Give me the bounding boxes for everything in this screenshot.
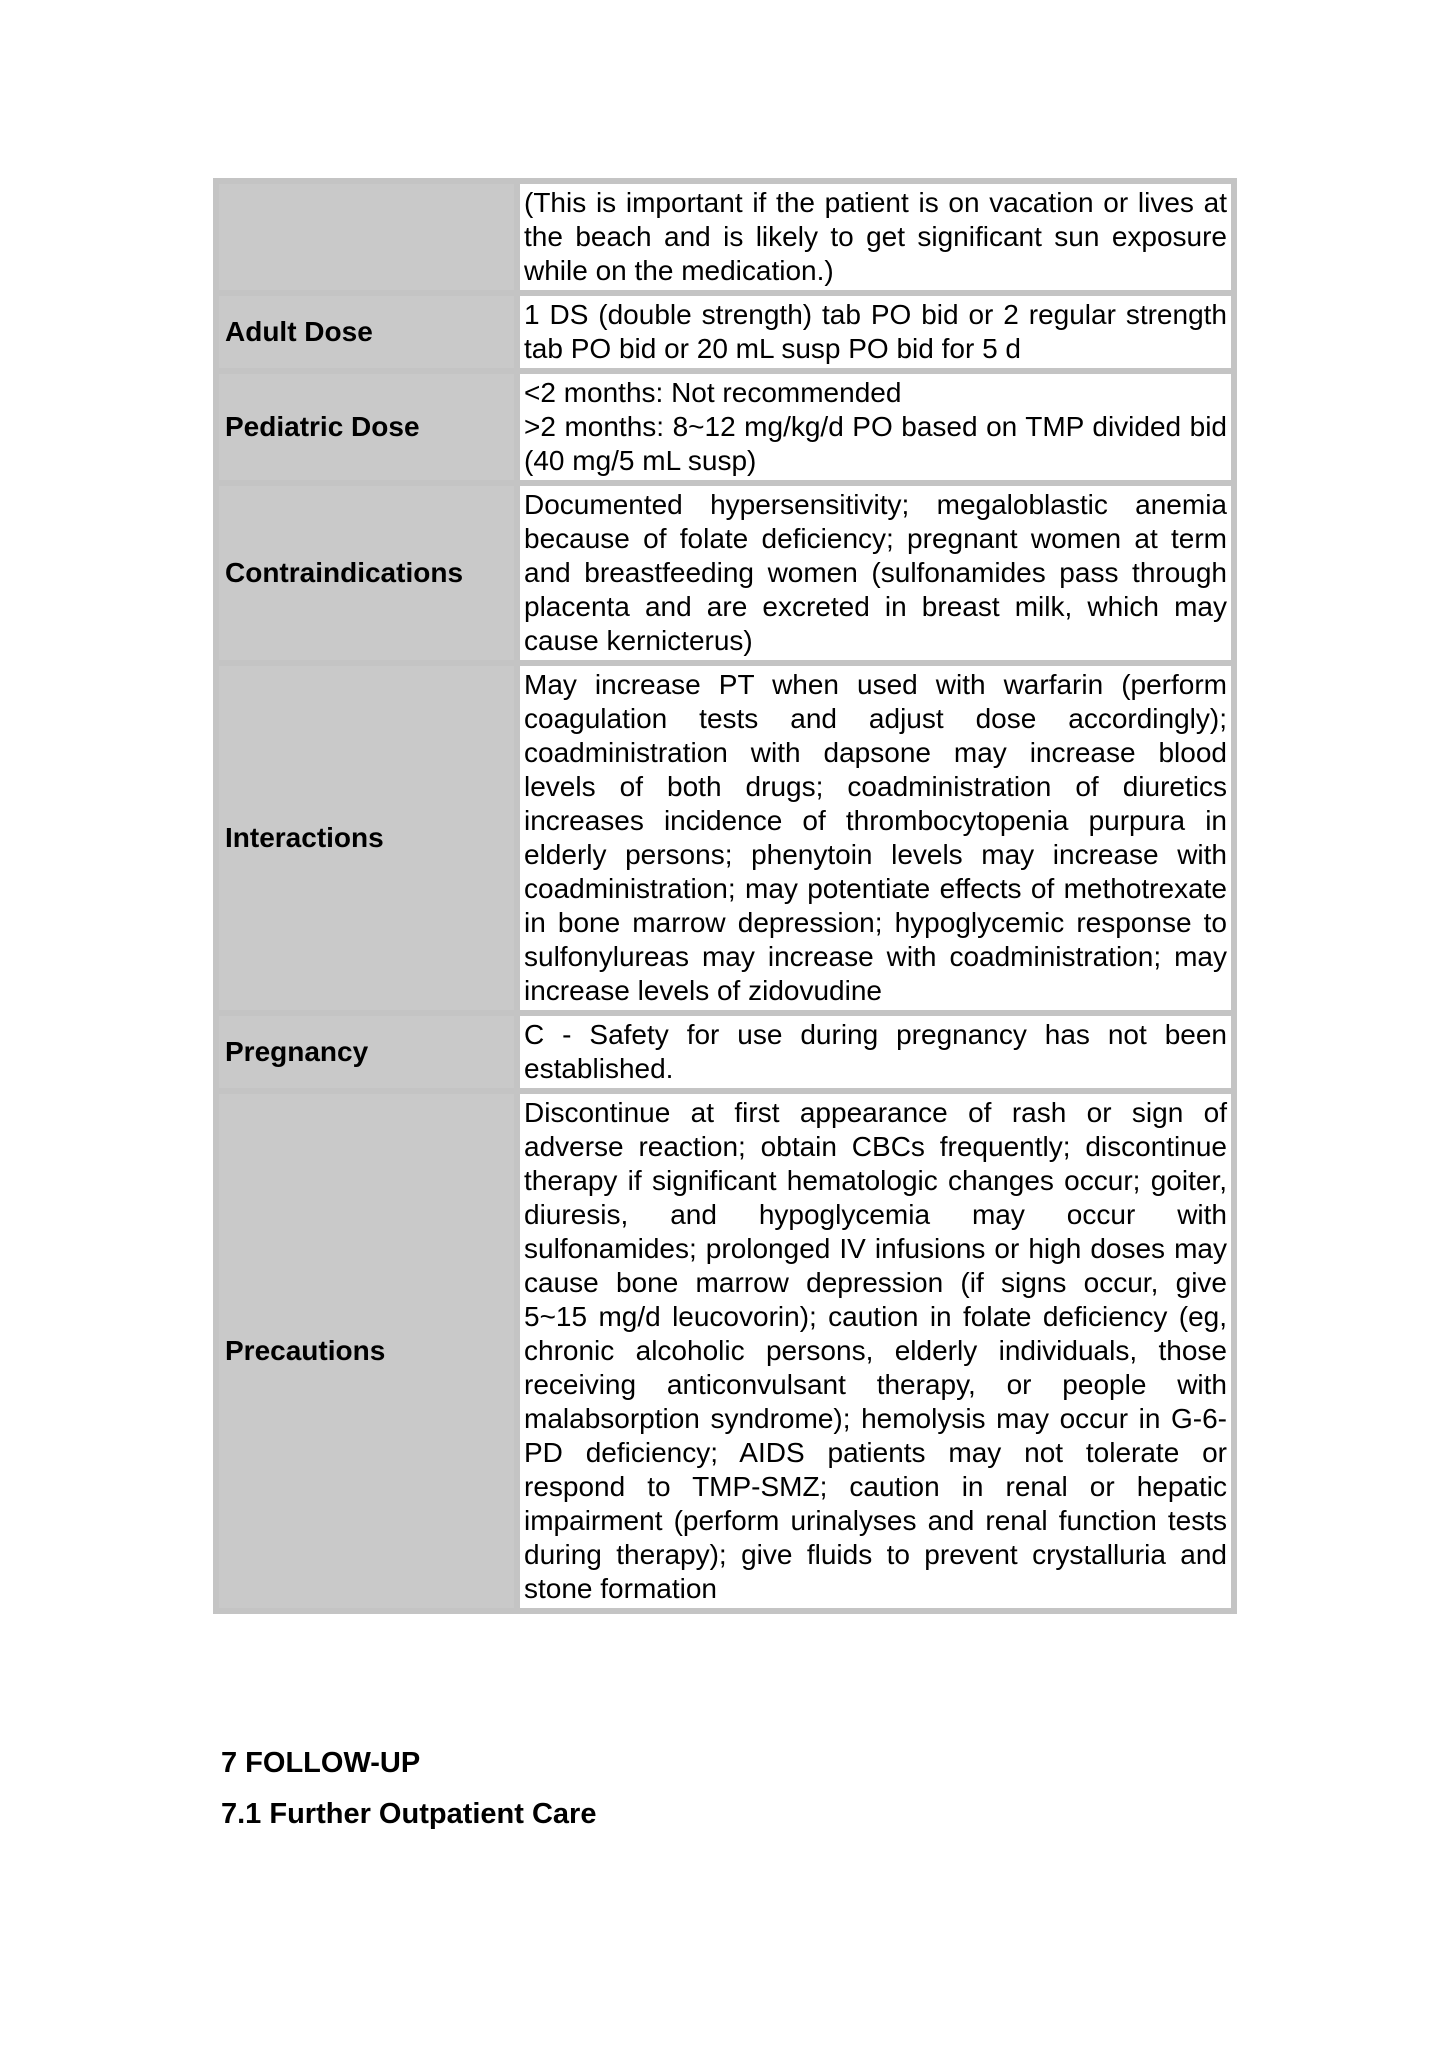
row-content-contraindications xyxy=(517,483,1234,663)
row-label-contraindications: Contraindications xyxy=(216,483,517,663)
content-line: Documented hypersensitivity; megaloblastic anemia because of folate deficiency; pregnant women at term and breastfeeding women (sulfonamides pass through placenta and are excreted in breast milk, which may cause kernicterus) xyxy=(524,489,1227,656)
row-label-pregnancy: Pregnancy xyxy=(216,1013,517,1091)
row-content-sun-exposure xyxy=(517,181,1234,293)
table-row-contraindications xyxy=(216,483,1234,663)
row-content-precautions xyxy=(517,1091,1234,1611)
table-row-pregnancy xyxy=(216,1013,1234,1091)
section-heading-follow-up: 7 FOLLOW-UP xyxy=(221,1747,421,1779)
content-line: (This is important if the patient is on vacation or lives at the beach and is likely to get significant sun exposure while on the medication.) xyxy=(524,187,1227,286)
row-label-interactions: Interactions xyxy=(216,663,517,1013)
row-content-pregnancy xyxy=(517,1013,1234,1091)
row-label-precautions: Precautions xyxy=(216,1091,517,1611)
row-content-interactions xyxy=(517,663,1234,1013)
row-label-pediatric-dose: Pediatric Dose xyxy=(216,371,517,483)
drug-information-table xyxy=(213,178,1237,1614)
table-row-sun-exposure-note xyxy=(216,181,1234,293)
content-line: 1 DS (double strength) tab PO bid or 2 regular strength tab PO bid or 20 mL susp PO bid for 5 d xyxy=(524,299,1227,364)
table-row-precautions xyxy=(216,1091,1234,1611)
content-line: Discontinue at first appearance of rash or sign of adverse reaction; obtain CBCs frequently; discontinue therapy if significant hematologic changes occur; goiter, diuresis, and hypoglycemia may occur with sulfonamides; prolonged IV infusions or high doses may cause bone marrow depression (if signs occur, give 5~15 mg/d leucovorin); caution in folate deficiency (eg, chronic alcoholic persons, elderly individuals, those receiving anticonvulsant therapy, or people with malabsorption syndrome); hemolysis may occur in G-6-PD deficiency; AIDS patients may not tolerate or respond to TMP-SMZ; caution in renal or hepatic impairment (perform urinalyses and renal function tests during therapy); give fluids to prevent crystalluria and stone formation xyxy=(524,1097,1227,1604)
content-line: May increase PT when used with warfarin (perform coagulation tests and adjust dose accordingly); coadministration with dapsone may increase blood levels of both drugs; coadministration of diuretics increases incidence of thrombocytopenia purpura in elderly persons; phenytoin levels may increase with coadministration; may potentiate effects of methotrexate in bone marrow depression; hypoglycemic response to sulfonylureas may increase with coadministration; may increase levels of zidovudine xyxy=(524,669,1227,1006)
table-row-pediatric-dose xyxy=(216,371,1234,483)
table-row-adult-dose xyxy=(216,293,1234,371)
row-label-adult-dose: Adult Dose xyxy=(216,293,517,371)
content-line: C - Safety for use during pregnancy has not been established. xyxy=(524,1019,1227,1084)
row-label-empty xyxy=(216,181,517,293)
subsection-heading-outpatient-care: 7.1 Further Outpatient Care xyxy=(221,1798,597,1830)
row-content-adult-dose xyxy=(517,293,1234,371)
content-line: >2 months: 8~12 mg/kg/d PO based on TMP divided bid (40 mg/5 mL susp) xyxy=(524,411,1227,476)
row-content-pediatric-dose xyxy=(517,371,1234,483)
content-line: <2 months: Not recommended xyxy=(524,377,902,408)
table-row-interactions xyxy=(216,663,1234,1013)
